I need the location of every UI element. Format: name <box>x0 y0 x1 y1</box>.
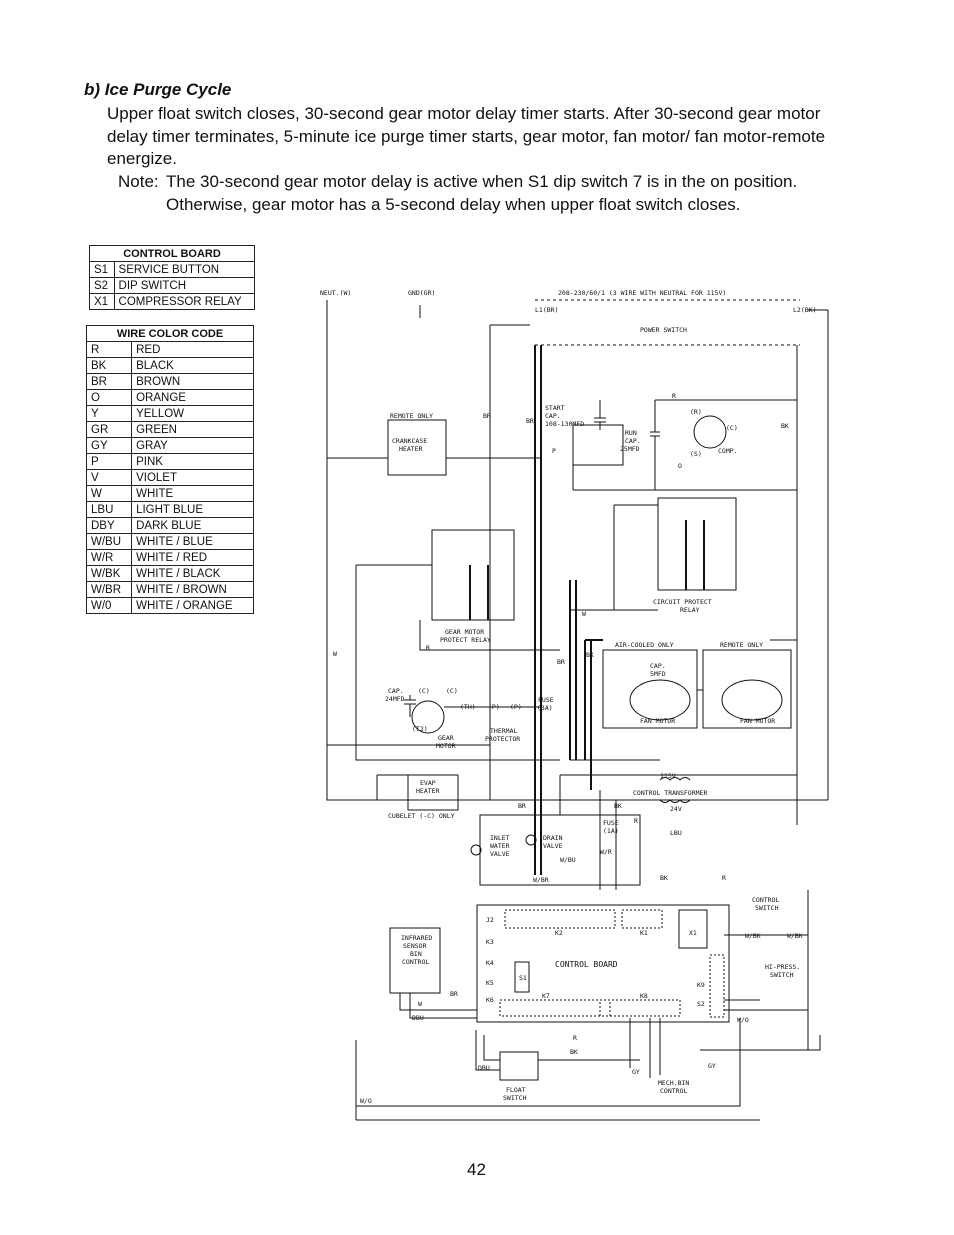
note-label: Note: <box>118 172 159 191</box>
wire-br-5: BR <box>450 990 458 998</box>
neut-label: NEUT.(W) <box>320 289 352 297</box>
wire-color-legend-desc: BLACK <box>132 358 254 374</box>
term-p-1: (P) <box>488 703 500 711</box>
wire-color-legend-code: W/R <box>87 550 132 566</box>
wire-p: P <box>552 447 556 455</box>
wire-color-legend-desc: WHITE / BROWN <box>132 582 254 598</box>
note-body: The 30-second gear motor delay is active when S1 dip switch 7 is in the on position. Otherwise, gear motor has a 5-second delay when upper float switch closes. <box>166 172 798 214</box>
wire-color-legend-code: BR <box>87 374 132 390</box>
wire-bk-3: BK <box>614 802 622 810</box>
control-board-legend-code: S2 <box>90 278 115 294</box>
gear-relay-label: GEAR MOTOR <box>445 628 485 636</box>
connector-j2: J2 <box>486 916 494 924</box>
wire-wr: W/R <box>600 848 612 856</box>
wire-w-3: W <box>418 1000 422 1008</box>
connector-k3: K3 <box>486 938 494 946</box>
hi-press-label: HI-PRESS. <box>765 963 801 971</box>
fuse-3a-label-2: (3A) <box>537 704 553 712</box>
l2-label: L2(BK) <box>793 306 817 314</box>
wire-r-5: R <box>573 1034 577 1042</box>
mech-bin-label-2: CONTROL <box>660 1087 688 1095</box>
gear-motor-label-2: MOTOR <box>436 742 456 750</box>
connector-k1: K1 <box>640 929 648 937</box>
wire-lbu: LBU <box>670 829 682 837</box>
connector-k6: K6 <box>486 996 494 1004</box>
control-board-legend-code: X1 <box>90 294 115 310</box>
hi-press-label-2: SWITCH <box>770 971 794 979</box>
infrared-label-4: CONTROL <box>402 958 430 966</box>
wire-w-2: W <box>333 650 337 658</box>
wire-color-legend-code: GY <box>87 438 132 454</box>
wire-r-2: R <box>426 644 430 652</box>
gear-motor-label: GEAR <box>438 734 454 742</box>
wire-color-legend-desc: WHITE <box>132 486 254 502</box>
fuse-1a-label-2: (1A) <box>603 827 619 835</box>
circuit-relay-label-2: RELAY <box>680 606 700 614</box>
run-cap-label: RUN <box>625 429 637 437</box>
fan-cap-label: CAP. <box>650 662 666 670</box>
run-cap-label-3: 25MFD <box>620 445 640 453</box>
wire-color-legend-desc: YELLOW <box>132 406 254 422</box>
inlet-valve-label-2: WATER <box>490 842 510 850</box>
wire-w-1: W <box>582 610 586 618</box>
wire-color-legend-desc: RED <box>132 342 254 358</box>
fuse-3a-label: FUSE <box>538 696 554 704</box>
connector-k8: K8 <box>640 992 648 1000</box>
page-number: 42 <box>467 1160 486 1179</box>
l1-label: L1(BR) <box>535 306 559 314</box>
wire-color-legend-desc: WHITE / BLACK <box>132 566 254 582</box>
term-r: (R) <box>690 408 702 416</box>
wire-color-legend-code: Y <box>87 406 132 422</box>
connector-s2: S2 <box>697 1000 705 1008</box>
term-s: (S) <box>690 450 702 458</box>
wire-o: O <box>678 462 682 470</box>
wire-bk-4: BK <box>660 874 668 882</box>
cubelet-only-label: CUBELET (-C) ONLY <box>388 812 455 820</box>
thermal-protector-label-2: PROTECTOR <box>485 735 521 743</box>
fuse-1a-label: FUSE <box>603 819 619 827</box>
wire-color-legend-code: W <box>87 486 132 502</box>
term-t2: (T2) <box>412 725 428 733</box>
v24-label: 24V <box>670 805 682 813</box>
term-p-2: (P) <box>510 703 522 711</box>
wire-color-legend-code: O <box>87 390 132 406</box>
wire-color-legend-code: W/0 <box>87 598 132 614</box>
air-cooled-label: AIR-COOLED ONLY <box>615 641 674 649</box>
gear-cap-label: CAP. <box>388 687 404 695</box>
float-switch-label-2: SWITCH <box>503 1094 527 1102</box>
wire-color-legend-code: W/BU <box>87 534 132 550</box>
wire-wo-1: W/O <box>737 1016 749 1024</box>
wire-color-legend-code: R <box>87 342 132 358</box>
fan-cap-label-2: 5MFD <box>650 670 666 678</box>
v115-label: 115V <box>660 772 676 780</box>
connector-x1: X1 <box>689 929 697 937</box>
wire-color-legend-code: W/BK <box>87 566 132 582</box>
wire-br-4: BR <box>518 802 526 810</box>
term-c-1: (C) <box>418 687 430 695</box>
wire-color-legend-desc: DARK BLUE <box>132 518 254 534</box>
control-board-label: CONTROL BOARD <box>555 960 618 969</box>
control-board-legend-title: CONTROL BOARD <box>90 246 255 262</box>
wire-dbu-1: DBU <box>412 1014 424 1022</box>
drain-valve-label-2: VALVE <box>543 842 563 850</box>
wire-color-legend-code: BK <box>87 358 132 374</box>
float-switch-label: FLOAT <box>506 1086 526 1094</box>
wire-color-legend-code: P <box>87 454 132 470</box>
evap-heater-label: EVAP <box>420 779 436 787</box>
infrared-label: INFRARED <box>401 934 433 942</box>
mech-bin-label: MECH.BIN <box>658 1079 690 1087</box>
wire-color-legend-desc: WHITE / ORANGE <box>132 598 254 614</box>
wire-color-legend-desc: LIGHT BLUE <box>132 502 254 518</box>
start-cap-label-3: 108-130MFD <box>545 420 585 428</box>
wire-color-legend-desc: WHITE / BLUE <box>132 534 254 550</box>
wire-color-legend-code: LBU <box>87 502 132 518</box>
wire-color-legend-desc: GRAY <box>132 438 254 454</box>
wire-color-legend-desc: ORANGE <box>132 390 254 406</box>
wire-wbr: W/BR <box>533 876 549 884</box>
section-body: Upper float switch closes, 30-second gear motor delay timer starts. After 30-second gear motor delay timer terminates, 5-minute ice purge timer starts, gear motor, fan motor/ fan motor-remote energize. <box>107 104 826 168</box>
wire-br-1: BR <box>483 412 491 420</box>
start-cap-label: START <box>545 404 565 412</box>
wire-gy-1: GY <box>632 1068 640 1076</box>
gear-relay-label-2: PROTECT RELAY <box>440 636 491 644</box>
gnd-label: GND(GR) <box>408 289 436 297</box>
inlet-valve-label: INLET <box>490 834 510 842</box>
wire-br-2: BR <box>526 417 534 425</box>
wire-bk-1: BK <box>781 422 789 430</box>
wire-gy-2: GY <box>708 1062 716 1070</box>
connector-k2: K2 <box>555 929 563 937</box>
infrared-label-3: BIN <box>410 950 422 958</box>
thermal-protector-label: THERMAL <box>490 727 518 735</box>
wire-color-legend-code: GR <box>87 422 132 438</box>
crankcase-heater-label: CRANKCASE <box>392 437 428 445</box>
wire-r-1: R <box>672 392 676 400</box>
wire-wbk-2: W/BK <box>787 932 803 940</box>
start-cap-label-2: CAP. <box>545 412 561 420</box>
wire-r-3: R <box>634 817 638 825</box>
evap-heater-label-2: HEATER <box>416 787 440 795</box>
wire-color-legend-desc: GREEN <box>132 422 254 438</box>
control-transformer-label: CONTROL TRANSFORMER <box>633 789 708 797</box>
wire-color-legend-title: WIRE COLOR CODE <box>87 326 254 342</box>
remote-only-label: REMOTE ONLY <box>390 412 434 420</box>
wire-color-legend-code: W/BR <box>87 582 132 598</box>
wire-bk-5: BK <box>570 1048 578 1056</box>
wire-wo-2: W/O <box>360 1097 372 1105</box>
wire-color-legend-desc: PINK <box>132 454 254 470</box>
wire-color-legend-desc: BROWN <box>132 374 254 390</box>
run-cap-label-2: CAP. <box>625 437 641 445</box>
wire-color-legend-code: DBY <box>87 518 132 534</box>
wire-r-4: R <box>722 874 726 882</box>
fan-motor-label-2: FAN MOTOR <box>740 717 776 725</box>
control-board-legend-desc: DIP SWITCH <box>114 278 254 294</box>
control-board-legend-code: S1 <box>90 262 115 278</box>
wire-wbk-1: W/BK <box>745 932 761 940</box>
control-board-legend-desc: COMPRESSOR RELAY <box>114 294 254 310</box>
drain-valve-label: DRAIN <box>543 834 563 842</box>
connector-s1: S1 <box>519 974 527 982</box>
diagram-labels <box>320 289 816 1105</box>
power-switch-label: POWER SWITCH <box>640 326 687 334</box>
connector-k7: K7 <box>542 992 550 1000</box>
connector-k9: K9 <box>697 981 705 989</box>
supply-label: 208-230/60/1 (3 WIRE WITH NEUTRAL FOR 115V) <box>558 289 727 297</box>
crankcase-heater-label-2: HEATER <box>399 445 423 453</box>
gear-cap-label-2: 24MFD <box>385 695 405 703</box>
control-switch-label-2: SWITCH <box>755 904 779 912</box>
remote-only-2-label: REMOTE ONLY <box>720 641 764 649</box>
comp-label: COMP. <box>718 447 738 455</box>
circuit-relay-label: CIRCUIT PROTECT <box>653 598 712 606</box>
term-c-comp: (C) <box>726 424 738 432</box>
inlet-valve-label-3: VALVE <box>490 850 510 858</box>
wire-wbu: W/BU <box>560 856 576 864</box>
wire-bk-2: BK <box>586 651 594 659</box>
term-c-2: (C) <box>446 687 458 695</box>
wire-color-legend-code: V <box>87 470 132 486</box>
fan-motor-label: FAN MOTOR <box>640 717 676 725</box>
infrared-label-2: SENSOR <box>403 942 427 950</box>
wire-color-legend-desc: WHITE / RED <box>132 550 254 566</box>
section-heading: b) Ice Purge Cycle <box>84 80 232 99</box>
connector-k4: K4 <box>486 959 494 967</box>
connector-k5: K5 <box>486 979 494 987</box>
wire-color-legend-desc: VIOLET <box>132 470 254 486</box>
control-switch-label: CONTROL <box>752 896 780 904</box>
wire-dbu-2: DBU <box>478 1064 490 1072</box>
control-board-legend-desc: SERVICE BUTTON <box>114 262 254 278</box>
wire-br-3: BR <box>557 658 565 666</box>
term-th: (TH) <box>460 703 476 711</box>
